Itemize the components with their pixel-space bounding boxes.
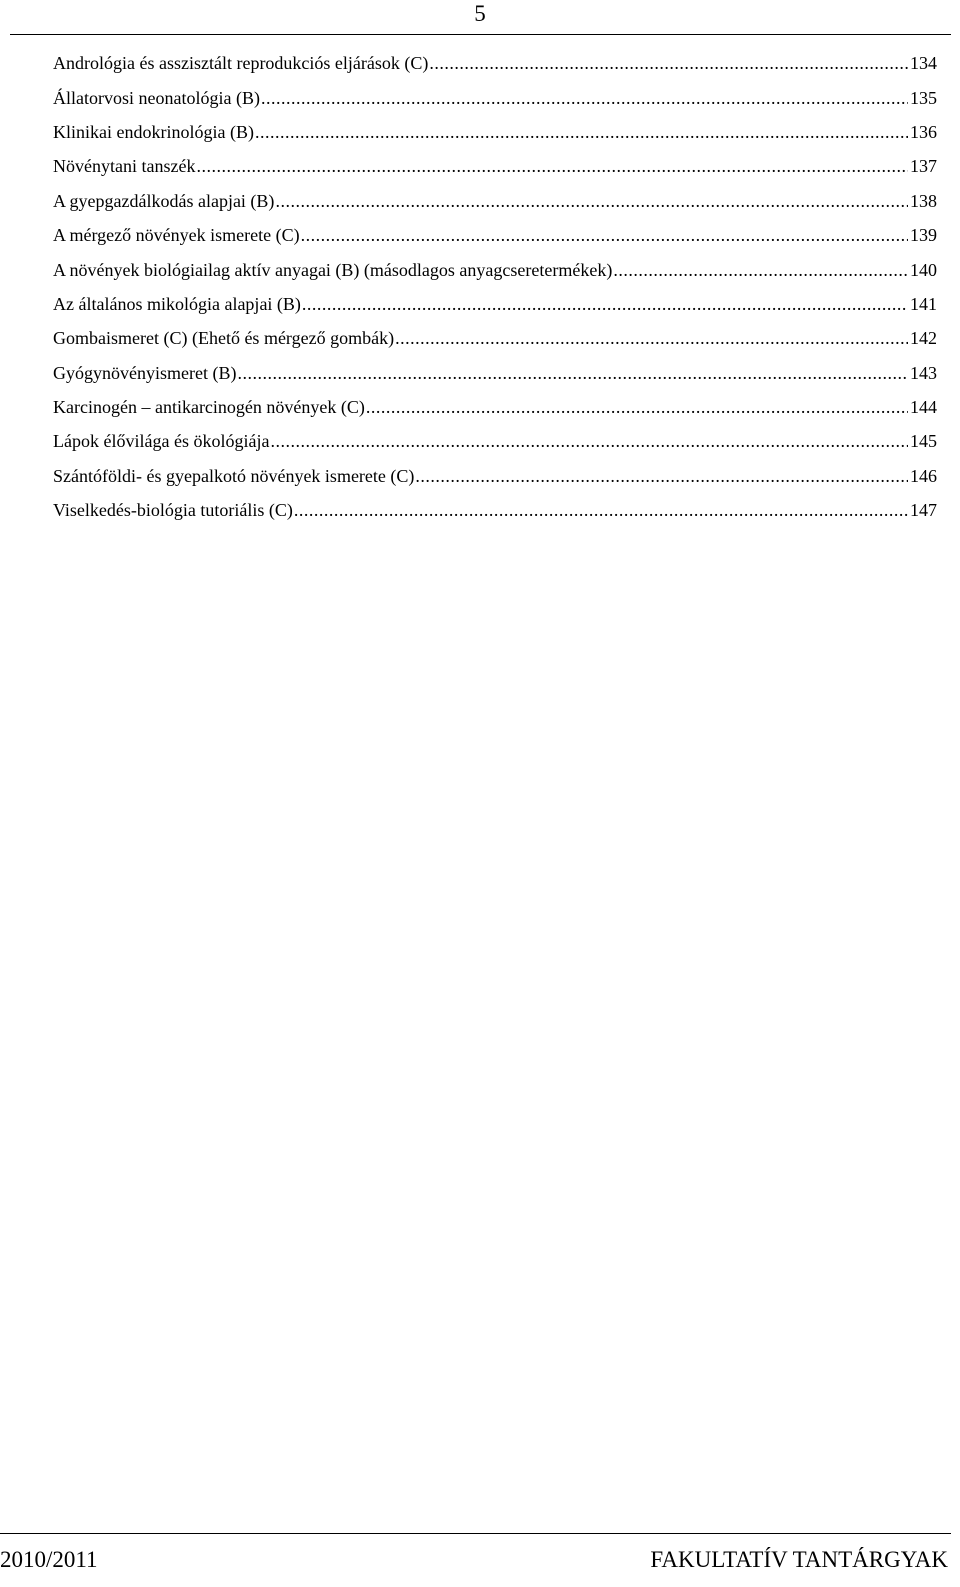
toc-entry[interactable]: [53, 218, 937, 252]
toc-entry[interactable]: [53, 149, 937, 183]
footer-academic-year: 2010/2011: [0, 1547, 98, 1572]
toc-entry-page: 143: [910, 362, 937, 383]
toc-dot-leader: [429, 52, 908, 74]
toc-entry[interactable]: [53, 184, 937, 218]
toc-entry[interactable]: [53, 287, 937, 321]
toc-dot-leader: [395, 327, 908, 349]
toc-entry-title: Karcinogén – antikarcinogén növények (C): [53, 397, 365, 418]
toc-entry-page: 134: [910, 53, 937, 74]
toc-entry-title: Klinikai endokrinológia (B): [53, 121, 254, 142]
toc-entry-title: A mérgező növények ismerete (C): [53, 225, 300, 246]
toc-dot-leader: [196, 155, 908, 177]
toc-dot-leader: [270, 430, 908, 452]
toc-entry[interactable]: [53, 252, 937, 286]
toc-dot-leader: [302, 293, 908, 315]
toc-dot-leader: [261, 87, 908, 109]
toc-entry-title: Gyógynövényismeret (B): [53, 362, 237, 383]
toc-dot-leader: [366, 396, 908, 418]
footer-divider: [0, 1533, 951, 1534]
toc-entry-title: Állatorvosi neonatológia (B): [53, 87, 260, 108]
toc-entry-page: 136: [910, 121, 937, 142]
toc-entry-page: 145: [910, 431, 937, 452]
toc-entry[interactable]: [53, 424, 937, 458]
toc-entry[interactable]: [53, 390, 937, 424]
toc-entry-title: Viselkedés-biológia tutoriális (C): [53, 500, 293, 521]
header-divider: [10, 34, 951, 35]
toc-entry-title: A növények biológiailag aktív anyagai (B) (másodlagos anyagcseretermékek): [53, 259, 613, 280]
toc-dot-leader: [255, 121, 908, 143]
toc-entry-page: 141: [910, 293, 937, 314]
toc-entry[interactable]: [53, 356, 937, 390]
toc-entry-title: Lápok élővilága és ökológiája: [53, 431, 270, 452]
toc-entry-page: 142: [910, 328, 937, 349]
toc-entry[interactable]: [53, 80, 937, 114]
toc-entry[interactable]: [53, 459, 937, 493]
toc-entry-page: 139: [910, 225, 937, 246]
toc-entry-page: 147: [910, 500, 937, 521]
toc-dot-leader: [294, 499, 908, 521]
toc-dot-leader: [237, 362, 908, 384]
toc-entry-page: 146: [910, 465, 937, 486]
toc-entry-title: Az általános mikológia alapjai (B): [53, 293, 301, 314]
footer-section-title: FAKULTATÍV TANTÁRGYAK: [650, 1547, 948, 1572]
toc-dot-leader: [301, 224, 908, 246]
toc-entry-title: Szántóföldi- és gyepalkotó növények ismerete (C): [53, 465, 415, 486]
toc-entry-page: 137: [910, 156, 937, 177]
toc-entry-page: 135: [910, 87, 937, 108]
toc-entry[interactable]: [53, 46, 937, 80]
toc-entry-title: Andrológia és asszisztált reprodukciós eljárások (C): [53, 53, 429, 74]
toc-entry[interactable]: [53, 115, 937, 149]
toc-dot-leader: [613, 259, 908, 281]
toc-entry-page: 140: [910, 259, 937, 280]
toc-entry[interactable]: [53, 321, 937, 355]
toc-entry-title: Gombaismeret (C) (Ehető és mérgező gombák): [53, 328, 395, 349]
toc-entry-page: 138: [910, 190, 937, 211]
toc-entry-title: A gyepgazdálkodás alapjai (B): [53, 190, 275, 211]
toc-dot-leader: [275, 190, 908, 212]
table-of-contents: [53, 46, 937, 527]
page-number: 5: [474, 1, 486, 26]
toc-entry[interactable]: [53, 493, 937, 527]
toc-entry-title: Növénytani tanszék: [53, 156, 196, 177]
toc-entry-page: 144: [910, 397, 937, 418]
toc-dot-leader: [415, 465, 908, 487]
